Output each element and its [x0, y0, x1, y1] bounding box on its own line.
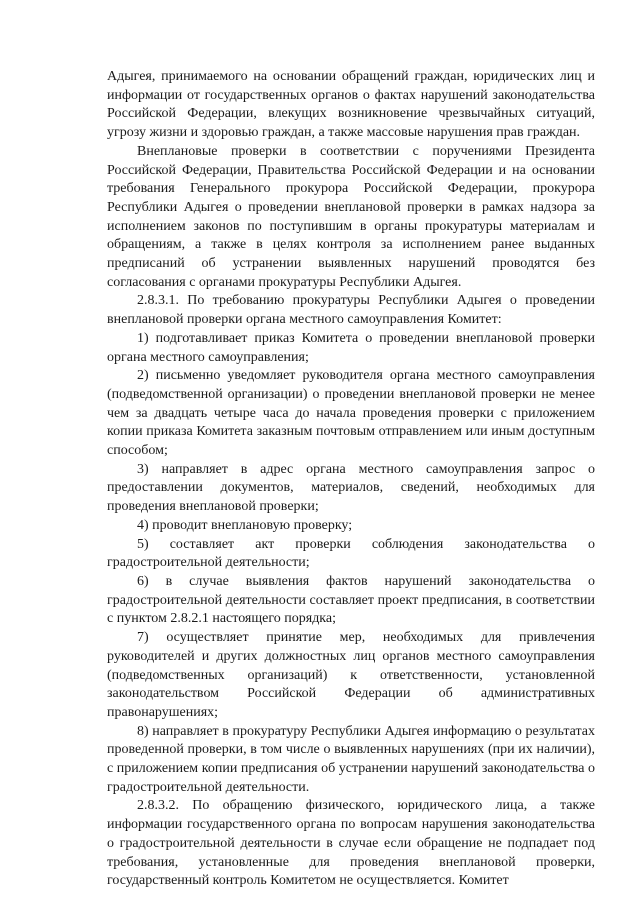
list-item-1: 1) подготавливает приказ Комитета о проведении внеплановой проверки органа местного самоуправления; — [107, 330, 595, 365]
paragraph-clause-2-8-3-2: 2.8.3.2. По обращению физического, юридического лица, а также информации государственного органа по вопросам нарушения законодательства о градостроительной деятельности в случае если обращение не подпадает под требования, установленные для проведения внеплановой проверки, государственный контроль Комитетом не осуществляется. Комитет — [107, 798, 595, 889]
list-item-2: 2) письменно уведомляет руководителя органа местного самоуправления (подведомственной организации) о проведении внеплановой проверки не менее чем за двадцать четыре часа до начала проведения проверки с приложением копии приказа Комитета заказным почтовым отправлением или иным доступным способом; — [107, 368, 595, 459]
paragraph-unscheduled-inspections: Внеплановые проверки в соответствии с поручениями Президента Российской Федерации, Правительства Российской Федерации и на основании требования Генерального прокурора Российской Федерации, прокурора Республики Адыгея о проведении внеплановой проверки в рамках надзора за исполнением законов по поступившим в органы прокуратуры материалам и обращениям, а также в целях контроля за исполнением ранее выданных предписаний об устранении выявленных нарушений проводятся без согласования с органами прокуратуры Республики Адыгея. — [107, 143, 595, 290]
list-item-6: 6) в случае выявления фактов нарушений законодательства о градостроительной деятельности составляет проект предписания, в соответствии с пунктом 2.8.2.1 настоящего порядка; — [107, 573, 595, 627]
list-item-4: 4) проводит внеплановую проверку; — [137, 517, 353, 533]
paragraph-clause-2-8-3-1: 2.8.3.1. По требованию прокуратуры Республики Адыгея о проведении внеплановой проверки органа местного самоуправления Комитет: — [107, 293, 595, 328]
list-item-3: 3) направляет в адрес органа местного самоуправления запрос о предоставлении документов, материалов, сведений, необходимых для проведения внеплановой проверки; — [107, 461, 595, 515]
paragraph-continuation: Адыгея, принимаемого на основании обращений граждан, юридических лиц и информации от государственных органов о фактах нарушений законодательства Российской Федерации, влекущих возникновение чрезвычайных ситуаций, угрозу жизни и здоровью граждан, а также массовые нарушения прав граждан. — [107, 69, 595, 141]
list-item-5: 5) составляет акт проверки соблюдения законодательства о градостроительной деятельности; — [107, 536, 595, 571]
list-item-7: 7) осуществляет принятие мер, необходимых для привлечения руководителей и других должностных лиц органов местного самоуправления (подведомственных организаций) к ответственности, установленной законодательством Российской Федерации об административных правонарушениях; — [107, 630, 595, 720]
document-page — [107, 68, 595, 891]
list-item-8: 8) направляет в прокуратуру Республики Адыгея информацию о результатах проведенной проверки, в том числе о выявленных нарушениях (при их наличии), с приложением копии предписания об устранении нарушений законодательства о градостроительной деятельности. — [107, 723, 595, 795]
